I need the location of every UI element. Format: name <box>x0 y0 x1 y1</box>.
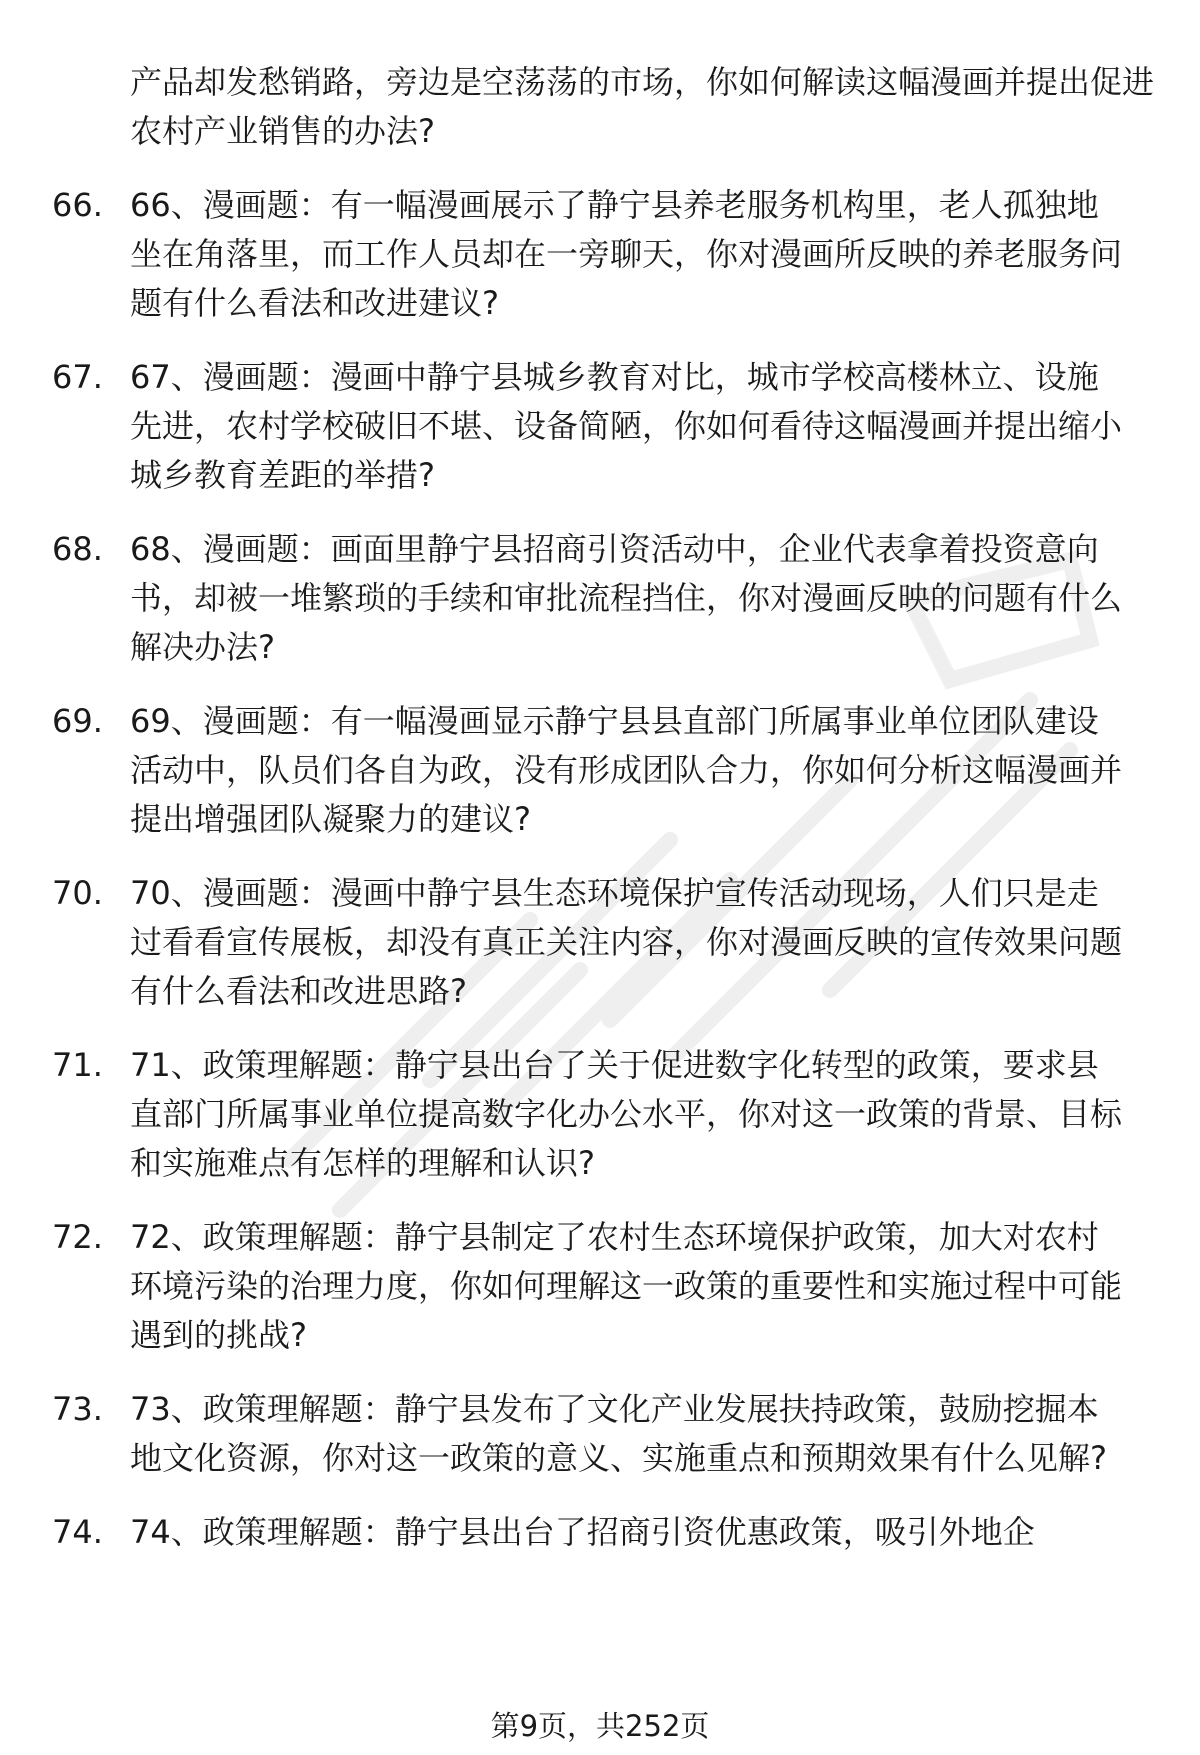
item-text: 74、政策理解题：静宁县出台了招商引资优惠政策，吸引外地企 <box>130 1513 1035 1551</box>
item-number: 70. <box>52 874 103 912</box>
list-item <box>52 181 1172 328</box>
list-item <box>52 1213 1172 1360</box>
item-text: 68、漫画题：画面里静宁县招商引资活动中，企业代表拿着投资意向书，却被一堆繁琐的手续和审批流程挡住，你对漫画反映的问题有什么解决办法? <box>130 530 1123 666</box>
question-list <box>52 58 1172 1582</box>
list-item <box>52 697 1172 844</box>
list-item <box>52 1385 1172 1483</box>
item-text: 72、政策理解题：静宁县制定了农村生态环境保护政策，加大对农村环境污染的治理力度，你如何理解这一政策的重要性和实施过程中可能遇到的挑战? <box>130 1218 1123 1354</box>
item-number: 66. <box>52 186 103 224</box>
list-item <box>52 1041 1172 1188</box>
item-number: 69. <box>52 702 103 740</box>
item-number: 73. <box>52 1390 103 1428</box>
item-number: 72. <box>52 1218 103 1256</box>
item-text: 71、政策理解题：静宁县出台了关于促进数字化转型的政策，要求县直部门所属事业单位提高数字化办公水平，你对这一政策的背景、目标和实施难点有怎样的理解和认识? <box>130 1046 1123 1182</box>
item-number: 71. <box>52 1046 103 1084</box>
item-text: 67、漫画题：漫画中静宁县城乡教育对比，城市学校高楼林立、设施先进，农村学校破旧不堪、设备简陋，你如何看待这幅漫画并提出缩小城乡教育差距的举措? <box>130 358 1123 494</box>
list-item <box>52 1508 1172 1557</box>
item-number: 74. <box>52 1513 103 1551</box>
list-item <box>52 353 1172 500</box>
item-text: 73、政策理解题：静宁县发布了文化产业发展扶持政策，鼓励挖掘本地文化资源，你对这一政策的意义、实施重点和预期效果有什么见解? <box>130 1390 1107 1477</box>
item-number: 68. <box>52 530 103 568</box>
item-number: 67. <box>52 358 103 396</box>
item-text: 66、漫画题：有一幅漫画展示了静宁县养老服务机构里，老人孤独地坐在角落里，而工作人员却在一旁聊天，你对漫画所反映的养老服务问题有什么看法和改进建议? <box>130 186 1123 322</box>
list-item <box>52 525 1172 672</box>
page-footer: 第9页，共252页 <box>490 1709 710 1743</box>
item-text: 70、漫画题：漫画中静宁县生态环境保护宣传活动现场，人们只是走过看看宣传展板，却没有真正关注内容，你对漫画反映的宣传效果问题有什么看法和改进思路? <box>130 874 1123 1010</box>
list-item <box>52 869 1172 1016</box>
continued-paragraph: 产品却发愁销路，旁边是空荡荡的市场，你如何解读这幅漫画并提出促进农村产业销售的办法? <box>130 63 1155 150</box>
item-text: 69、漫画题：有一幅漫画显示静宁县县直部门所属事业单位团队建设活动中，队员们各自为政，没有形成团队合力，你如何分析这幅漫画并提出增强团队凝聚力的建议? <box>130 702 1123 838</box>
